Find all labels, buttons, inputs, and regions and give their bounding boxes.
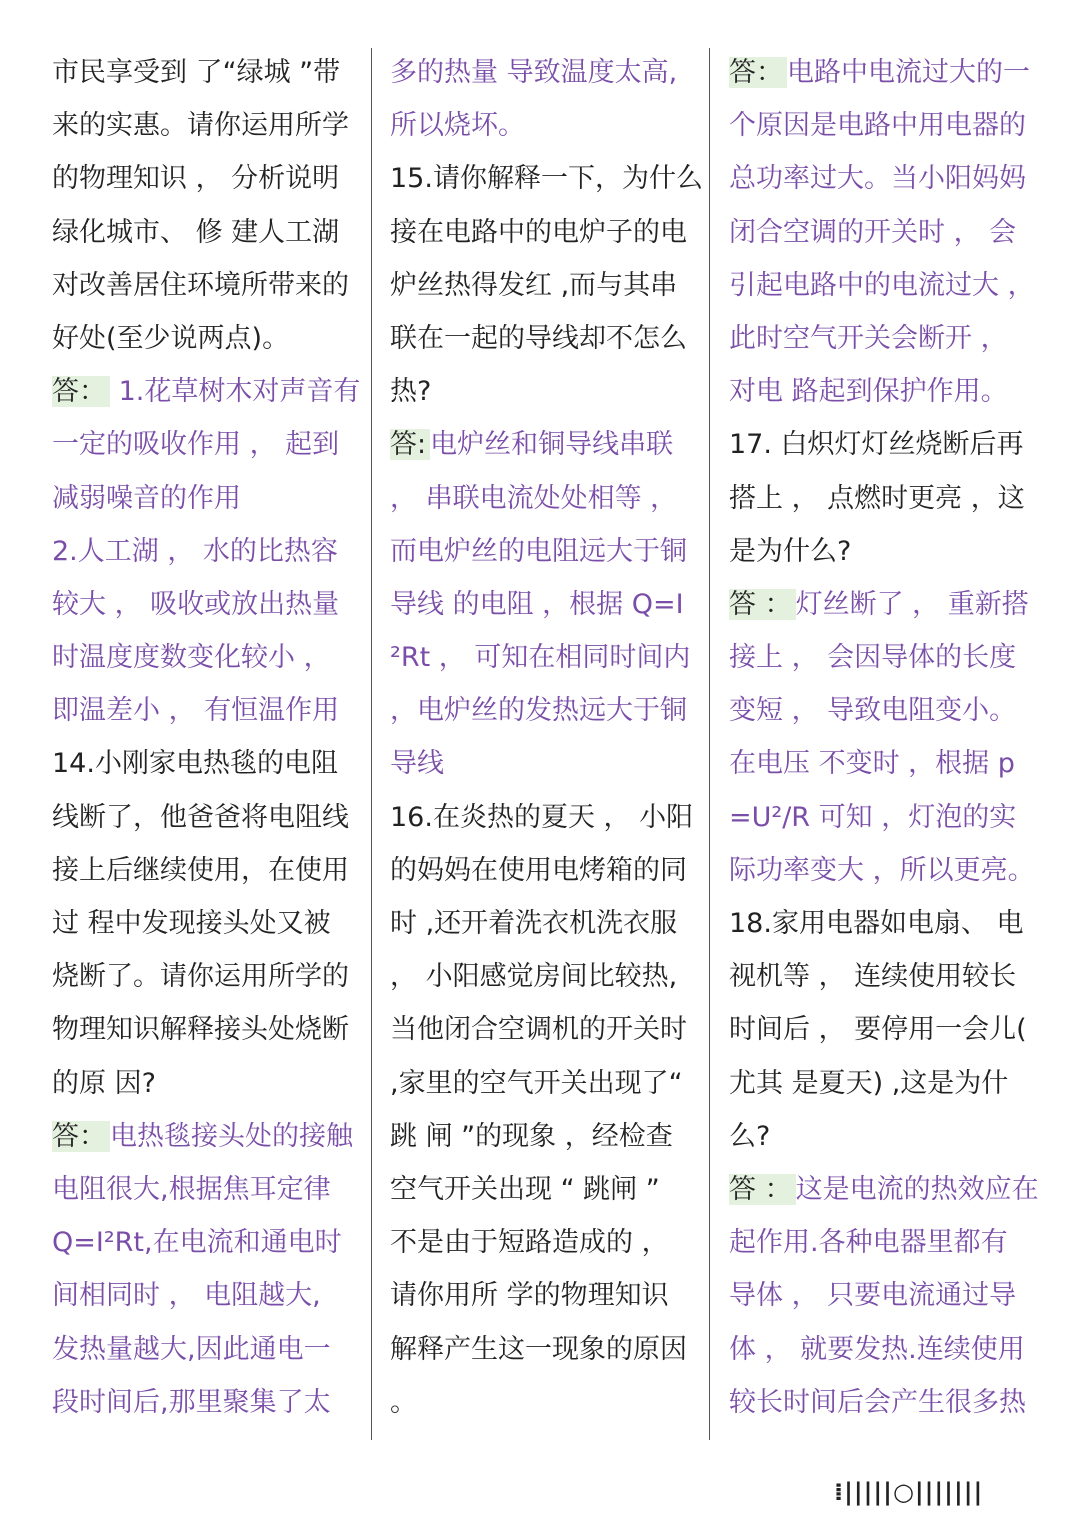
answer-line bbox=[52, 525, 352, 578]
question-line bbox=[390, 791, 692, 844]
answer-line bbox=[729, 737, 1031, 790]
answer-line bbox=[52, 365, 361, 418]
line-text: 市民享受到 了“绿城 ”带 bbox=[52, 57, 341, 88]
line-text: 发热量越大,因此通电一 bbox=[52, 1333, 331, 1365]
question-line bbox=[390, 1003, 692, 1056]
answer-line bbox=[390, 418, 692, 471]
line-text: 对电 路起到保护作用。 bbox=[729, 376, 1008, 408]
answer-line bbox=[729, 1163, 1039, 1216]
answer-line bbox=[729, 1269, 1031, 1322]
answer-line bbox=[729, 259, 1035, 312]
line-text: 解释产生这一现象的原因 bbox=[390, 1333, 687, 1365]
line-text: 电热毯接头处的接触 bbox=[110, 1120, 353, 1152]
line-text: 空气开关出现 “ 跳闸 ” bbox=[390, 1173, 660, 1205]
question-line bbox=[390, 844, 692, 897]
question-line bbox=[390, 312, 692, 365]
line-text: ,家里的空气开关出现了“ bbox=[390, 1067, 683, 1099]
line-text: 请你用所 学的物理知识 bbox=[390, 1280, 669, 1312]
question-line bbox=[729, 525, 1031, 578]
answer-label: 答 ： bbox=[729, 1174, 796, 1205]
question-line bbox=[390, 1376, 692, 1429]
line-text: 段时间后,那里聚集了太 bbox=[52, 1386, 331, 1418]
line-text: 起作用.各种电器里都有 bbox=[729, 1227, 1008, 1259]
answer-line bbox=[729, 152, 1031, 205]
line-text: 时 ,还开着洗衣机洗衣服 bbox=[390, 908, 678, 939]
question-line bbox=[52, 791, 352, 844]
answer-label: 答: bbox=[390, 429, 430, 460]
line-text: 电路中电流过大的一 bbox=[787, 57, 1030, 88]
line-text: 接上 ， 会因导体的长度 bbox=[729, 642, 1017, 674]
column-2 bbox=[390, 46, 703, 1429]
answer-line bbox=[52, 684, 352, 737]
line-text: 接在电路中的电炉子的电 bbox=[390, 216, 687, 248]
question-line bbox=[390, 365, 692, 418]
line-text: 热? bbox=[390, 376, 432, 408]
line-text: 的物理知识 ， 分析说明 bbox=[52, 163, 340, 195]
answer-line bbox=[52, 1216, 352, 1269]
line-text: 。 bbox=[390, 1386, 417, 1418]
question-line bbox=[52, 259, 352, 312]
line-text: 14.小刚家电热毯的电阻 bbox=[52, 748, 338, 780]
question-line bbox=[390, 152, 703, 205]
question-line bbox=[390, 950, 692, 1003]
question-line bbox=[52, 1057, 352, 1110]
answer-line bbox=[729, 99, 1031, 152]
line-text: 来的实惠。请你运用所学 bbox=[52, 110, 349, 142]
line-text: 物理知识解释接头处烧断 bbox=[52, 1014, 349, 1046]
line-text: 个原因是电路中用电器的 bbox=[729, 110, 1026, 142]
question-line bbox=[52, 206, 352, 259]
line-text: 1.花草树木对声音有 bbox=[110, 376, 361, 408]
question-line bbox=[390, 1163, 692, 1216]
question-line bbox=[729, 1057, 1031, 1110]
question-line bbox=[52, 99, 352, 152]
question-line bbox=[52, 46, 352, 99]
answer-line bbox=[390, 684, 692, 737]
line-text: 较长时间后会产生很多热 bbox=[729, 1386, 1026, 1418]
question-line bbox=[52, 897, 352, 950]
line-text: 时间后 ， 要停用一会儿( bbox=[729, 1014, 1027, 1046]
question-line bbox=[390, 1057, 692, 1110]
question-line bbox=[729, 950, 1031, 1003]
line-text: 当他闭合空调机的开关时 bbox=[390, 1014, 687, 1046]
line-text: 不是由于短路造成的 ， bbox=[390, 1227, 669, 1259]
column-3 bbox=[729, 46, 1039, 1429]
line-text: ²Rt ， 可知在相同时间内 bbox=[390, 642, 691, 674]
answer-line bbox=[390, 578, 692, 631]
line-text: 即温差小 ， 有恒温作用 bbox=[52, 695, 340, 727]
question-line bbox=[729, 472, 1031, 525]
answer-line bbox=[729, 844, 1035, 897]
line-text: 跳 闸 ”的现象 ，经检查 bbox=[390, 1120, 673, 1152]
line-text: 而电炉丝的电阻远大于铜 bbox=[390, 535, 687, 567]
line-text: 总功率过大。当小阳妈妈 bbox=[729, 163, 1026, 195]
question-line bbox=[729, 1110, 1031, 1163]
question-line bbox=[390, 1323, 692, 1376]
line-text: 际功率变大 ，所以更亮。 bbox=[729, 854, 1035, 886]
question-line bbox=[52, 950, 352, 1003]
answer-line bbox=[729, 46, 1031, 99]
line-text: 接上后继续使用，在使用 bbox=[52, 854, 349, 886]
answer-line bbox=[52, 1323, 352, 1376]
answer-line bbox=[390, 525, 692, 578]
line-text: 此时空气开关会断开 ， bbox=[729, 322, 1008, 354]
answer-label: 答 ： bbox=[729, 589, 796, 620]
question-line bbox=[390, 897, 692, 950]
question-line bbox=[390, 1110, 692, 1163]
line-text: 电阻很大,根据焦耳定律 bbox=[52, 1173, 331, 1205]
line-text: 在电压 不变时 ，根据 p bbox=[729, 748, 1015, 780]
line-text: 联在一起的导线却不怎么 bbox=[390, 322, 687, 354]
line-text: 所以烧坏。 bbox=[390, 110, 525, 142]
question-line bbox=[52, 312, 352, 365]
line-text: 绿化城市、 修 建人工湖 bbox=[52, 216, 340, 248]
line-text: 是为什么? bbox=[729, 535, 852, 567]
line-text: 体 ， 就要发热.连续使用 bbox=[729, 1333, 1025, 1365]
line-text: 过 程中发现接头处又被 bbox=[52, 908, 331, 939]
line-text: ，电炉丝的发热远大于铜 bbox=[390, 695, 687, 727]
answer-line bbox=[52, 578, 352, 631]
line-text: 电炉丝和铜导线串联 bbox=[430, 429, 674, 461]
line-text: 烧断了。请你运用所学的 bbox=[52, 961, 349, 993]
line-text: 2.人工湖 ， 水的比热容 bbox=[52, 535, 338, 567]
line-text: 18.家用电器如电扇、 电 bbox=[729, 908, 1024, 939]
question-line bbox=[390, 206, 692, 259]
answer-line bbox=[729, 791, 1031, 844]
line-text: 的原 因? bbox=[52, 1067, 156, 1099]
line-text: =U²/R 可知 ，灯泡的实 bbox=[729, 801, 1017, 833]
line-text: 一定的吸收作用 ， 起到 bbox=[52, 429, 340, 461]
line-text: 闭合空调的开关时 ， 会 bbox=[729, 216, 1017, 248]
answer-label: 答： bbox=[52, 1121, 110, 1152]
line-text: 好处(至少说两点)。 bbox=[52, 322, 290, 354]
answer-line bbox=[52, 1110, 352, 1163]
line-text: ， 串联电流处处相等 ， bbox=[390, 482, 678, 514]
line-text: Q=I²Rt,在电流和通电时 bbox=[52, 1227, 342, 1259]
line-text: 尤其 是夏天) ,这是为什 bbox=[729, 1067, 1009, 1099]
question-line bbox=[390, 1269, 692, 1322]
question-line bbox=[52, 152, 352, 205]
question-line bbox=[390, 259, 692, 312]
answer-line bbox=[729, 1323, 1031, 1376]
column-divider-1 bbox=[371, 48, 372, 1440]
line-text: 间相同时 ， 电阻越大, bbox=[52, 1280, 321, 1312]
line-text: 16.在炎热的夏天 ， 小阳 bbox=[390, 801, 694, 833]
line-text: 15.请你解释一下，为什么 bbox=[390, 163, 703, 195]
line-text: 么? bbox=[729, 1120, 771, 1152]
line-text: 时温度度数变化较小 ， bbox=[52, 642, 331, 674]
answer-line bbox=[390, 472, 692, 525]
answer-line bbox=[52, 1163, 352, 1216]
question-line bbox=[52, 844, 352, 897]
question-line bbox=[52, 1003, 352, 1056]
question-line bbox=[52, 737, 352, 790]
line-text: 引起电路中的电流过大 ， bbox=[729, 269, 1035, 301]
answer-label: 答： bbox=[729, 57, 787, 88]
line-text: 炉丝热得发红 ,而与其串 bbox=[390, 269, 678, 301]
line-text: ， 小阳感觉房间比较热, bbox=[390, 961, 678, 993]
answer-line bbox=[729, 365, 1031, 418]
answer-line bbox=[52, 1269, 352, 1322]
question-line bbox=[390, 1216, 692, 1269]
line-text: 导体 ， 只要电流通过导 bbox=[729, 1280, 1017, 1312]
line-text: 较大 ， 吸收或放出热量 bbox=[52, 588, 340, 620]
answer-line bbox=[52, 418, 352, 471]
line-text: 导线 bbox=[390, 748, 444, 780]
line-text: 导线 的电阻 ，根据 Q=I bbox=[390, 588, 684, 620]
line-text: 线断了，他爸爸将电阻线 bbox=[52, 801, 349, 833]
answer-line bbox=[390, 46, 692, 99]
line-text: 视机等 ， 连续使用较长 bbox=[729, 961, 1017, 993]
line-text: 这是电流的热效应在 bbox=[795, 1173, 1039, 1205]
question-line bbox=[729, 897, 1031, 950]
column-1 bbox=[52, 46, 361, 1429]
answer-line bbox=[729, 1376, 1031, 1429]
answer-line bbox=[52, 1376, 352, 1429]
line-text: 搭上 ， 点燃时更亮 ，这 bbox=[729, 482, 1025, 514]
question-line bbox=[729, 1003, 1031, 1056]
column-divider-2 bbox=[709, 48, 710, 1440]
line-text: 对改善居住环境所带来的 bbox=[52, 269, 349, 301]
line-text: 灯丝断了 ， 重新搭 bbox=[795, 588, 1029, 620]
answer-label: 答： bbox=[52, 376, 110, 407]
answer-line bbox=[729, 1216, 1031, 1269]
line-text: 17. 白炽灯灯丝烧断后再 bbox=[729, 429, 1024, 461]
line-text: 减弱噪音的作用 bbox=[52, 482, 241, 514]
question-line bbox=[729, 418, 1031, 471]
line-text: 变短 ， 导致电阻变小。 bbox=[729, 695, 1017, 727]
answer-line bbox=[52, 631, 352, 684]
answer-line bbox=[52, 472, 352, 525]
answer-line bbox=[390, 631, 692, 684]
answer-line bbox=[729, 684, 1031, 737]
answer-line bbox=[729, 206, 1031, 259]
answer-line bbox=[390, 99, 692, 152]
watermark-logo: ⁞|||||○||||||| bbox=[834, 1478, 984, 1506]
answer-line bbox=[390, 737, 692, 790]
line-text: 多的热量 导致温度太高, bbox=[390, 57, 678, 88]
line-text: 的妈妈在使用电烤箱的同 bbox=[390, 854, 687, 886]
answer-line bbox=[729, 578, 1031, 631]
answer-line bbox=[729, 631, 1031, 684]
answer-line bbox=[729, 312, 1031, 365]
